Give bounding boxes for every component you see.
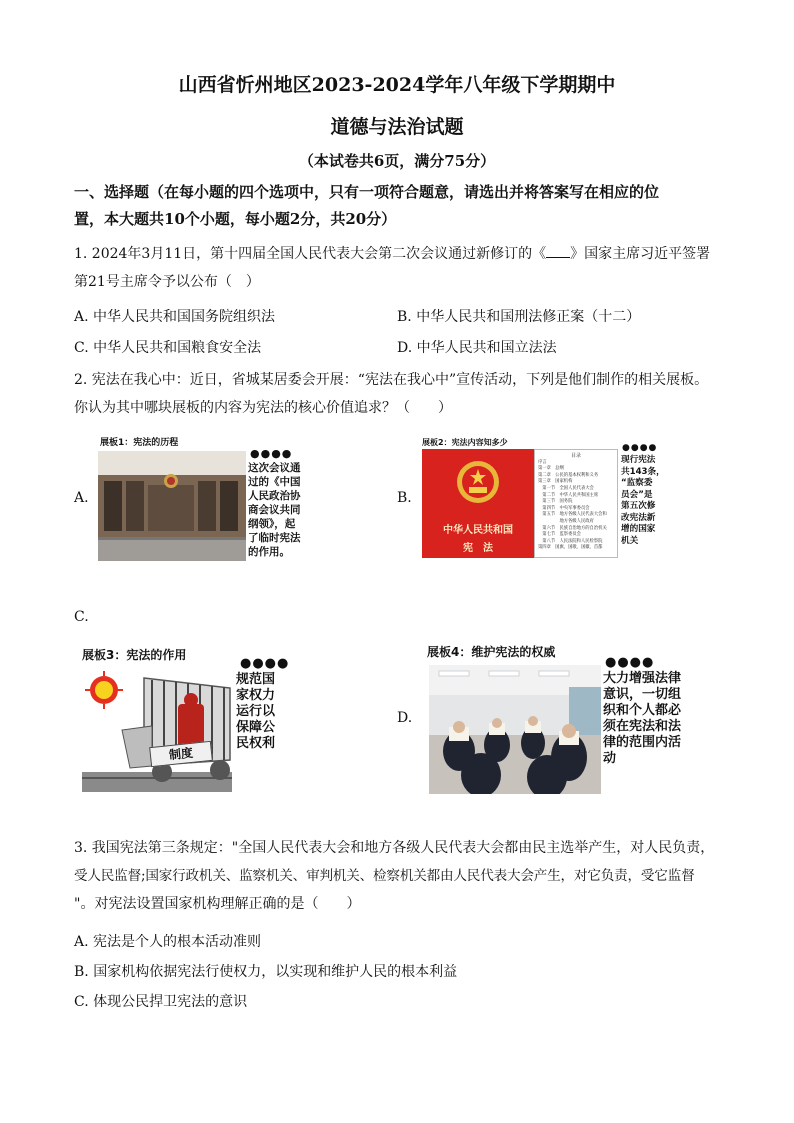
cage-label: 制度 (149, 741, 213, 767)
board-3-dots: ●●●● (240, 656, 290, 671)
board-2-caption-line: 第五次修 (621, 501, 656, 511)
board-2-caption-line: 现行宪法 (621, 455, 656, 465)
toc-item: 序言 (538, 459, 547, 465)
question-1-line2: 第21号主席令予以公布（ ） (74, 274, 260, 290)
board-1-caption-line: 的作用。 (248, 546, 290, 558)
q3-option-a: A. 宪法是个人的根本活动准则 (74, 934, 262, 950)
toc-item: 第三章 国家机构 (538, 479, 573, 485)
board-4-caption-line: 律的范围内活 (603, 735, 682, 750)
q2-option-d-label: D. (397, 710, 413, 726)
board-4-title: 展板4：维护宪法的权威 (427, 645, 556, 659)
question-3-stem (74, 834, 734, 918)
board-4 (425, 640, 725, 800)
board-3-caption (236, 672, 275, 752)
board-4-caption-line: 大力增强法律 (603, 671, 682, 686)
toc-item: 第七节 监察委员会 (538, 532, 581, 538)
board-2-caption-line: 改宪法新 (621, 512, 656, 523)
question-2-stem (74, 366, 734, 422)
board-4-caption-line: 织和个人都必 (603, 703, 682, 718)
exam-subject: 道德与法治试题 (330, 116, 464, 138)
board-2-caption-line: 员会”是 (621, 489, 653, 500)
question-2-line2: 你认为其中哪块展板的内容为宪法的核心价值追求？（ ） (74, 400, 452, 416)
constitution-cover (422, 449, 534, 558)
toc-item: 第二节 中华人民共和国主席 (538, 492, 599, 498)
classroom-photo (429, 665, 601, 794)
q3-option-c: C. 体现公民捍卫宪法的意识 (74, 994, 248, 1010)
question-3-line2: 受人民监督;国家行政机关、监察机关、审判机关、检察机关都由人民代表大会产生，对它负责，受它监督 (74, 868, 695, 884)
board-1-caption-line: 了临时宪法 (248, 532, 301, 544)
board-2-caption (621, 455, 665, 547)
board-4-caption-line: 意识，一切组 (603, 687, 682, 702)
table-of-contents (534, 449, 618, 558)
section-heading (74, 179, 734, 233)
toc-item: 第一章 总纲 (538, 466, 564, 472)
board-1-caption-line: 这次会议通 (248, 462, 301, 474)
cover-subtitle: 宪 法 (463, 543, 493, 554)
board-2-caption-line: 共143条， (621, 466, 665, 477)
board-4-dots: ●●●● (605, 655, 655, 670)
board-1-dots: ●●●● (250, 447, 293, 460)
toc-item: 地方各级人民政府 (538, 518, 594, 524)
q1-option-b: B. 中华人民共和国刑法修正案（十二） (397, 309, 641, 325)
toc-item: 第三节 国务院 (538, 499, 573, 505)
question-2-line1: 2. 宪法在我心中：近日，省城某居委会开展：“宪法在我心中”宣传活动，下列是他们制作的相关展板。 (74, 372, 709, 388)
toc-item: 第一节 全国人民代表大会 (538, 485, 594, 491)
q2-option-c-label: C. (74, 609, 89, 625)
board-1-caption-line: 人民政治协 (248, 490, 301, 502)
board-3-caption-line: 保障公 (236, 720, 276, 735)
question-1-text-a: 1. 2024年3月11日，第十四届全国人民代表大会第二次会议通过新修订的《 (74, 246, 547, 262)
board-2-dots: ●●●● (622, 443, 658, 453)
section-heading-line2: 置，本大题共10个小题，每小题2分，共20分） (74, 210, 397, 228)
q2-option-b-label: B. (397, 490, 412, 506)
board-3-title: 展板3：宪法的作用 (82, 648, 187, 662)
board-4-caption-line: 动 (603, 751, 617, 766)
board-4-caption (603, 671, 681, 767)
question-1-text-b: 》国家主席习近平签署 (570, 246, 711, 262)
board-1-title: 展板1：宪法的历程 (100, 438, 179, 448)
board-1-caption-line: 商会议共同 (248, 504, 301, 516)
board-3 (80, 644, 310, 794)
national-emblem-icon (455, 459, 501, 505)
board-4-caption-line: 须在宪法和法 (603, 719, 682, 734)
toc-title: 目录 (570, 453, 581, 459)
board-2-caption-line: “监察委 (621, 478, 653, 488)
exam-note: （本试卷共6页，满分75分） (298, 152, 496, 170)
toc-item: 第五节 地方各级人民代表大会和 (538, 512, 607, 518)
board-1-caption-line: 纲领》，起 (248, 518, 296, 530)
board-3-caption-line: 规范国 (236, 672, 276, 687)
cage-illustration (82, 668, 232, 792)
board-3-caption-line: 民权利 (236, 736, 276, 751)
exam-title: 山西省忻州地区2023-2024学年八年级下学期期中 (178, 74, 616, 96)
section-heading-line1: 一、选择题（在每小题的四个选项中，只有一项符合题意，请选出并将答案写在相应的位 (74, 183, 660, 201)
toc-item: 第四章 国旗、国歌、国徽、首都 (538, 545, 603, 551)
question-1-line1 (74, 240, 734, 268)
q1-option-d: D. 中华人民共和国立法法 (397, 340, 557, 356)
board-1-photo (98, 451, 246, 561)
board-2-caption-line: 增的国家 (621, 524, 656, 534)
q1-option-c: C. 中华人民共和国粮食安全法 (74, 340, 262, 356)
board-3-caption-line: 家权力 (236, 688, 276, 703)
cover-title: 中华人民共和国 (443, 525, 513, 536)
q3-option-b: B. 国家机构依据宪法行使权力，以实现和维护人民的根本利益 (74, 964, 458, 980)
q2-option-a-label: A. (74, 490, 89, 506)
toc-item: 第二章 公民的基本权利和义务 (538, 472, 599, 478)
q1-option-a: A. 中华人民共和国国务院组织法 (74, 309, 276, 325)
board-2 (420, 435, 700, 560)
question-3-line1: 3. 我国宪法第三条规定："全国人民代表大会和地方各级人民代表大会都由民主选举产生，对人民负责， (74, 840, 715, 856)
board-1-caption-line: 过的《中国 (248, 476, 301, 488)
board-1 (96, 433, 316, 565)
question-3-line3: "。对宪法设置国家机构理解正确的是（ ） (74, 896, 361, 912)
toc-item: 第四节 中央军事委员会 (538, 505, 590, 511)
question-1-stem (74, 240, 734, 296)
toc-item: 第六节 民族自治地方的自治机关 (538, 525, 607, 531)
answer-blank (546, 243, 570, 258)
board-2-title: 展板2：宪法内容知多少 (422, 438, 508, 447)
toc-item: 第八节 人民法院和人民检察院 (538, 538, 603, 544)
board-1-caption (248, 461, 301, 559)
board-2-caption-line: 机关 (621, 535, 639, 546)
board-3-caption-line: 运行以 (236, 704, 276, 719)
